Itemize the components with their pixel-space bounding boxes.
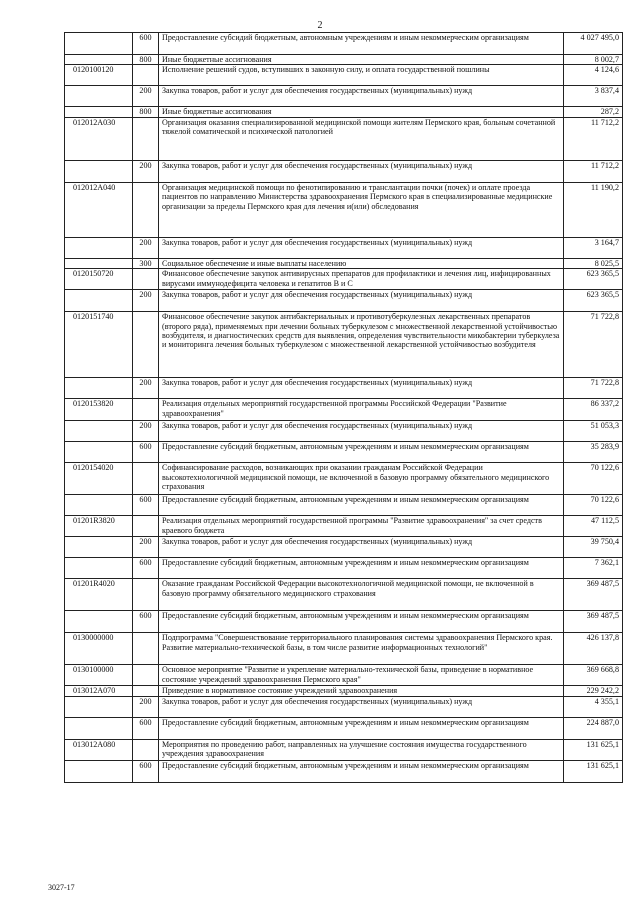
row-code-cell: 0120153820 bbox=[65, 399, 133, 421]
table-row bbox=[65, 86, 623, 107]
row-amount-cell: 131 625,1 bbox=[564, 739, 623, 760]
row-name-cell: Оказание гражданам Российской Федерации высокотехнологичной медицинской помощи, не включенной в базовую программу обязательного медицинского страхования bbox=[159, 579, 564, 611]
row-name-cell: Финансовое обеспечение закупок антивирусных препаратов для профилактики и лечения лиц, инфицированных вирусами иммунодефицита человека и гепатитов В и С bbox=[159, 269, 564, 290]
row-code-cell: 0130100000 bbox=[65, 665, 133, 686]
table-row bbox=[65, 463, 623, 495]
row-expense-type-cell: 600 bbox=[133, 495, 159, 516]
row-code-cell bbox=[65, 55, 133, 65]
table-row bbox=[65, 495, 623, 516]
row-expense-type-cell: 200 bbox=[133, 290, 159, 312]
row-name-cell: Закупка товаров, работ и услуг для обеспечения государственных (муниципальных) нужд bbox=[159, 696, 564, 717]
row-expense-type-cell: 200 bbox=[133, 421, 159, 442]
row-name-cell: Приведение в нормативное состояние учреждений здравоохранения bbox=[159, 686, 564, 696]
row-amount-cell: 35 283,9 bbox=[564, 442, 623, 463]
row-amount-cell: 11 190,2 bbox=[564, 182, 623, 237]
row-expense-type-cell bbox=[133, 516, 159, 537]
table-row bbox=[65, 312, 623, 378]
table-row bbox=[65, 558, 623, 579]
row-expense-type-cell: 600 bbox=[133, 442, 159, 463]
row-code-cell bbox=[65, 558, 133, 579]
row-code-cell bbox=[65, 696, 133, 717]
table-row bbox=[65, 421, 623, 442]
table-row bbox=[65, 442, 623, 463]
row-amount-cell: 369 487,5 bbox=[564, 611, 623, 633]
row-expense-type-cell: 200 bbox=[133, 537, 159, 558]
row-expense-type-cell: 200 bbox=[133, 160, 159, 182]
table-row bbox=[65, 717, 623, 739]
row-expense-type-cell: 600 bbox=[133, 33, 159, 55]
row-name-cell: Предоставление субсидий бюджетным, автономным учреждениям и иным некоммерческим организациям bbox=[159, 33, 564, 55]
table-row bbox=[65, 65, 623, 86]
row-code-cell bbox=[65, 290, 133, 312]
footer-document-code: 3027-17 bbox=[48, 883, 75, 892]
row-expense-type-cell: 300 bbox=[133, 258, 159, 268]
row-code-cell: 01201R4020 bbox=[65, 579, 133, 611]
table-row bbox=[65, 237, 623, 258]
row-expense-type-cell bbox=[133, 633, 159, 665]
row-name-cell: Закупка товаров, работ и услуг для обеспечения государственных (муниципальных) нужд bbox=[159, 537, 564, 558]
row-amount-cell: 369 668,8 bbox=[564, 665, 623, 686]
row-expense-type-cell bbox=[133, 269, 159, 290]
row-name-cell: Предоставление субсидий бюджетным, автономным учреждениям и иным некоммерческим организациям bbox=[159, 442, 564, 463]
row-name-cell: Софинансирование расходов, возникающих при оказании гражданам Российской Федерации высокотехнологичной медицинской помощи, не включенной в базовую программу обязательного медицинского страхования bbox=[159, 463, 564, 495]
row-name-cell: Исполнение решений судов, вступивших в законную силу, и оплата государственной пошлины bbox=[159, 65, 564, 86]
row-amount-cell: 224 887,0 bbox=[564, 717, 623, 739]
row-name-cell: Закупка товаров, работ и услуг для обеспечения государственных (муниципальных) нужд bbox=[159, 86, 564, 107]
row-amount-cell: 47 112,5 bbox=[564, 516, 623, 537]
row-expense-type-cell: 200 bbox=[133, 237, 159, 258]
row-name-cell: Организация медицинской помощи по фенотипированию и транслантации почки (почек) и оплате проезда пациентов по направлению Министерства здравоохранения Пермского края в специализированные медицинские организации за пределы Пермского края для лечения и(или) обследования bbox=[159, 182, 564, 237]
row-name-cell: Социальное обеспечение и иные выплаты населению bbox=[159, 258, 564, 268]
table-row bbox=[65, 160, 623, 182]
row-amount-cell: 623 365,5 bbox=[564, 290, 623, 312]
row-amount-cell: 11 712,2 bbox=[564, 160, 623, 182]
row-code-cell bbox=[65, 107, 133, 117]
row-expense-type-cell: 600 bbox=[133, 611, 159, 633]
row-expense-type-cell: 200 bbox=[133, 378, 159, 399]
row-code-cell bbox=[65, 611, 133, 633]
row-code-cell: 0130000000 bbox=[65, 633, 133, 665]
row-expense-type-cell: 200 bbox=[133, 86, 159, 107]
table-row bbox=[65, 739, 623, 760]
table-row bbox=[65, 516, 623, 537]
row-code-cell: 01201R3820 bbox=[65, 516, 133, 537]
row-amount-cell: 426 137,8 bbox=[564, 633, 623, 665]
table-row bbox=[65, 269, 623, 290]
row-code-cell bbox=[65, 442, 133, 463]
row-expense-type-cell: 200 bbox=[133, 696, 159, 717]
row-expense-type-cell bbox=[133, 312, 159, 378]
row-amount-cell: 71 722,8 bbox=[564, 378, 623, 399]
budget-table-body bbox=[65, 33, 623, 783]
table-row bbox=[65, 33, 623, 55]
row-amount-cell: 71 722,8 bbox=[564, 312, 623, 378]
table-row bbox=[65, 696, 623, 717]
row-name-cell: Иные бюджетные ассигнования bbox=[159, 55, 564, 65]
row-expense-type-cell: 600 bbox=[133, 760, 159, 782]
row-code-cell bbox=[65, 537, 133, 558]
row-name-cell: Закупка товаров, работ и услуг для обеспечения государственных (муниципальных) нужд bbox=[159, 237, 564, 258]
row-name-cell: Закупка товаров, работ и услуг для обеспечения государственных (муниципальных) нужд bbox=[159, 290, 564, 312]
row-code-cell bbox=[65, 86, 133, 107]
row-amount-cell: 131 625,1 bbox=[564, 760, 623, 782]
row-code-cell: 013012А070 bbox=[65, 686, 133, 696]
row-name-cell: Реализация отдельных мероприятий государственной программы "Развитие здравоохранения" за счет средств краевого бюджета bbox=[159, 516, 564, 537]
row-amount-cell: 4 027 495,0 bbox=[564, 33, 623, 55]
row-code-cell: 0120151740 bbox=[65, 312, 133, 378]
table-row bbox=[65, 633, 623, 665]
table-row bbox=[65, 55, 623, 65]
row-amount-cell: 51 053,3 bbox=[564, 421, 623, 442]
table-row bbox=[65, 686, 623, 696]
row-name-cell: Основное мероприятие "Развитие и укрепление материально-технической базы, приведение в нормативное состояние учреждений здравоохранения Пермского края" bbox=[159, 665, 564, 686]
row-code-cell: 012012А030 bbox=[65, 117, 133, 160]
row-amount-cell: 623 365,5 bbox=[564, 269, 623, 290]
table-row bbox=[65, 537, 623, 558]
row-expense-type-cell bbox=[133, 739, 159, 760]
table-row bbox=[65, 182, 623, 237]
row-name-cell: Реализация отдельных мероприятий государственной программы Российской Федерации "Развитие здравоохранения" bbox=[159, 399, 564, 421]
row-code-cell bbox=[65, 33, 133, 55]
row-name-cell: Закупка товаров, работ и услуг для обеспечения государственных (муниципальных) нужд bbox=[159, 378, 564, 399]
row-expense-type-cell bbox=[133, 399, 159, 421]
row-code-cell bbox=[65, 421, 133, 442]
row-amount-cell: 4 124,6 bbox=[564, 65, 623, 86]
table-row bbox=[65, 579, 623, 611]
table-row bbox=[65, 107, 623, 117]
row-expense-type-cell: 800 bbox=[133, 55, 159, 65]
row-name-cell: Предоставление субсидий бюджетным, автономным учреждениям и иным некоммерческим организациям bbox=[159, 611, 564, 633]
row-amount-cell: 11 712,2 bbox=[564, 117, 623, 160]
row-name-cell: Мероприятия по проведению работ, направленных на улучшение состояния имущества государственного учреждения здравоохранения bbox=[159, 739, 564, 760]
row-name-cell: Закупка товаров, работ и услуг для обеспечения государственных (муниципальных) нужд bbox=[159, 160, 564, 182]
row-expense-type-cell bbox=[133, 463, 159, 495]
row-expense-type-cell bbox=[133, 117, 159, 160]
row-name-cell: Финансовое обеспечение закупок антибактериальных и противотуберкулезных лекарственных препаратов (второго ряда), применяемых при лечении больных туберкулезом с множественной лекарственной устойчивостью возбудителя, и диагностических средств для выявления, определения чувствительности микобактерии туберкулеза и мониторинга лечения больных туберкулезом с множественной лекарственной устойчивостью возбудителя bbox=[159, 312, 564, 378]
row-name-cell: Предоставление субсидий бюджетным, автономным учреждениям и иным некоммерческим организациям bbox=[159, 495, 564, 516]
row-code-cell: 013012А080 bbox=[65, 739, 133, 760]
row-expense-type-cell: 600 bbox=[133, 558, 159, 579]
table-row bbox=[65, 611, 623, 633]
row-amount-cell: 3 837,4 bbox=[564, 86, 623, 107]
row-expense-type-cell bbox=[133, 579, 159, 611]
row-expense-type-cell bbox=[133, 665, 159, 686]
row-code-cell bbox=[65, 258, 133, 268]
budget-table bbox=[64, 32, 623, 783]
row-expense-type-cell: 600 bbox=[133, 717, 159, 739]
row-amount-cell: 86 337,2 bbox=[564, 399, 623, 421]
row-code-cell bbox=[65, 760, 133, 782]
row-amount-cell: 229 242,2 bbox=[564, 686, 623, 696]
row-code-cell: 012012А040 bbox=[65, 182, 133, 237]
page-number: 2 bbox=[317, 20, 323, 31]
table-row bbox=[65, 665, 623, 686]
row-code-cell bbox=[65, 237, 133, 258]
row-amount-cell: 8 025,5 bbox=[564, 258, 623, 268]
row-amount-cell: 39 750,4 bbox=[564, 537, 623, 558]
table-row bbox=[65, 258, 623, 268]
table-row bbox=[65, 117, 623, 160]
row-code-cell bbox=[65, 717, 133, 739]
row-amount-cell: 3 164,7 bbox=[564, 237, 623, 258]
row-expense-type-cell: 800 bbox=[133, 107, 159, 117]
row-name-cell: Закупка товаров, работ и услуг для обеспечения государственных (муниципальных) нужд bbox=[159, 421, 564, 442]
row-name-cell: Организация оказания специализированной медицинской помощи жителям Пермского края, больным сочетанной тяжелой соматической и психической патологией bbox=[159, 117, 564, 160]
row-amount-cell: 7 362,1 bbox=[564, 558, 623, 579]
row-code-cell: 0120154020 bbox=[65, 463, 133, 495]
row-expense-type-cell bbox=[133, 65, 159, 86]
row-name-cell: Предоставление субсидий бюджетным, автономным учреждениям и иным некоммерческим организациям bbox=[159, 558, 564, 579]
row-name-cell: Подпрограмма "Совершенствование территориального планирования системы здравоохранения Пермского края. Развитие материально-технической базы, в том числе развитие информационных технологий" bbox=[159, 633, 564, 665]
row-code-cell bbox=[65, 495, 133, 516]
table-row bbox=[65, 290, 623, 312]
row-code-cell bbox=[65, 160, 133, 182]
row-code-cell: 0120150720 bbox=[65, 269, 133, 290]
row-code-cell bbox=[65, 378, 133, 399]
row-expense-type-cell bbox=[133, 182, 159, 237]
row-expense-type-cell bbox=[133, 686, 159, 696]
row-name-cell: Предоставление субсидий бюджетным, автономным учреждениям и иным некоммерческим организациям bbox=[159, 717, 564, 739]
row-code-cell: 0120100120 bbox=[65, 65, 133, 86]
row-amount-cell: 369 487,5 bbox=[564, 579, 623, 611]
row-name-cell: Предоставление субсидий бюджетным, автономным учреждениям и иным некоммерческим организациям bbox=[159, 760, 564, 782]
table-row bbox=[65, 760, 623, 782]
row-amount-cell: 287,2 bbox=[564, 107, 623, 117]
row-amount-cell: 4 355,1 bbox=[564, 696, 623, 717]
table-row bbox=[65, 378, 623, 399]
row-amount-cell: 8 002,7 bbox=[564, 55, 623, 65]
row-amount-cell: 70 122,6 bbox=[564, 495, 623, 516]
row-amount-cell: 70 122,6 bbox=[564, 463, 623, 495]
row-name-cell: Иные бюджетные ассигнования bbox=[159, 107, 564, 117]
table-row bbox=[65, 399, 623, 421]
